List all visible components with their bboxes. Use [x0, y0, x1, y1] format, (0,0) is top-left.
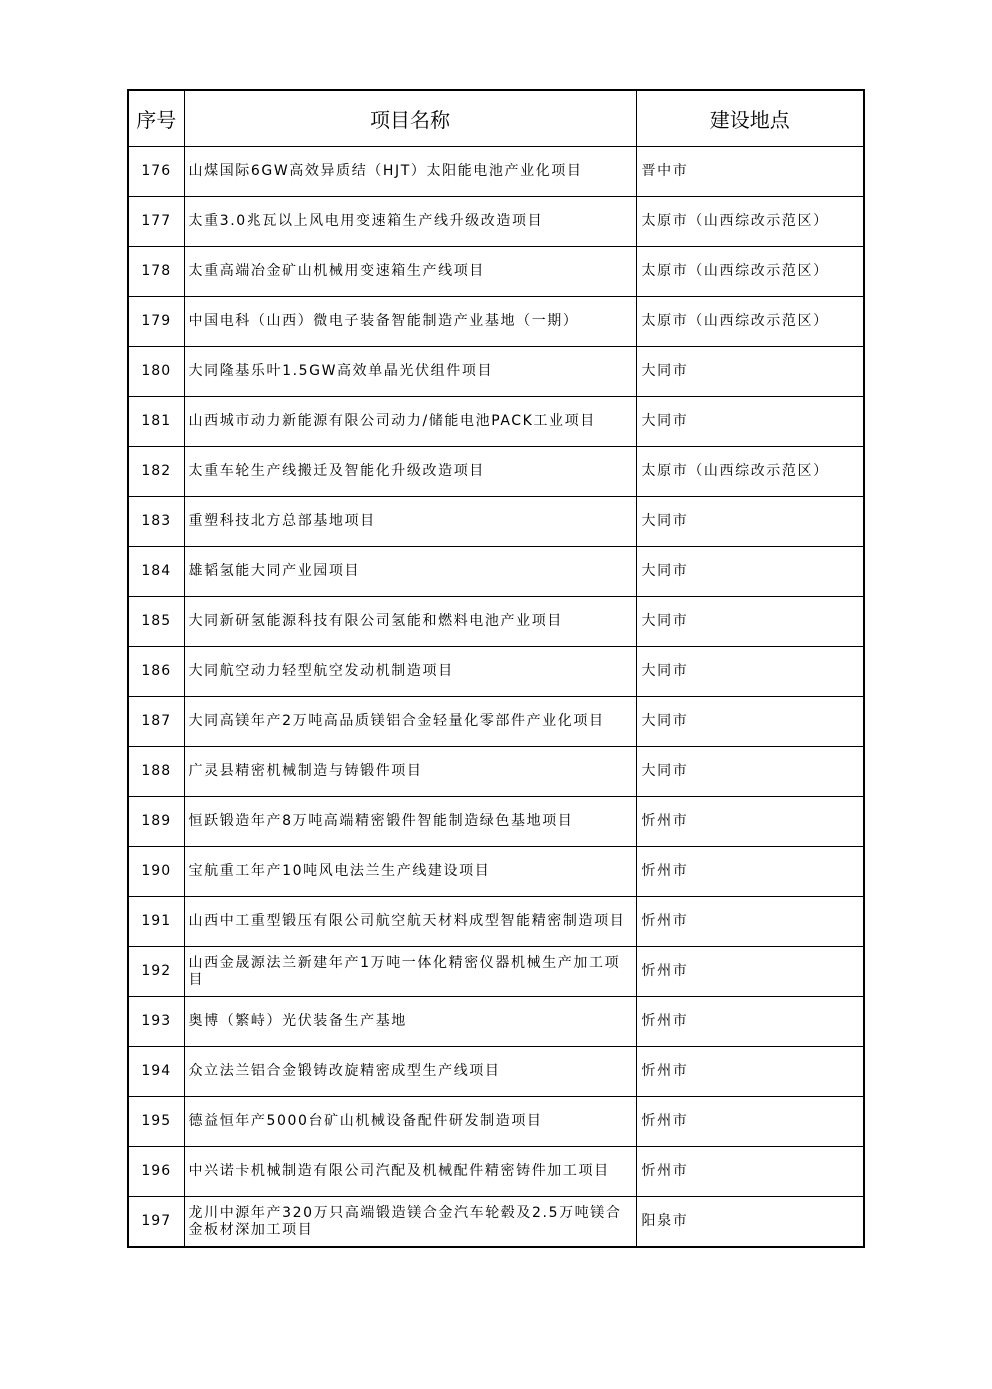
location-cell: 忻州市 — [636, 1097, 864, 1147]
location-cell: 大同市 — [636, 547, 864, 597]
project-name-cell: 宝航重工年产10吨风电法兰生产线建设项目 — [184, 847, 636, 897]
table-header-row — [128, 90, 864, 147]
table-row — [128, 897, 864, 947]
table-row — [128, 597, 864, 647]
project-name-cell: 大同新研氢能源科技有限公司氢能和燃料电池产业项目 — [184, 597, 636, 647]
serial-number-cell: 195 — [128, 1097, 184, 1147]
location-cell: 大同市 — [636, 697, 864, 747]
serial-number-cell: 193 — [128, 997, 184, 1047]
project-name-cell: 龙川中源年产320万只高端锻造镁合金汽车轮毂及2.5万吨镁合金板材深加工项目 — [184, 1197, 636, 1248]
table-row — [128, 847, 864, 897]
project-name-cell: 广灵县精密机械制造与铸锻件项目 — [184, 747, 636, 797]
serial-number-cell: 177 — [128, 197, 184, 247]
location-cell: 忻州市 — [636, 947, 864, 997]
table-row — [128, 247, 864, 297]
table-row — [128, 947, 864, 997]
serial-number-cell: 184 — [128, 547, 184, 597]
table-row — [128, 697, 864, 747]
table-row — [128, 297, 864, 347]
project-name-cell: 恒跃锻造年产8万吨高端精密锻件智能制造绿色基地项目 — [184, 797, 636, 847]
serial-number-cell: 192 — [128, 947, 184, 997]
serial-number-cell: 183 — [128, 497, 184, 547]
project-name-cell: 中兴诺卡机械制造有限公司汽配及机械配件精密铸件加工项目 — [184, 1147, 636, 1197]
project-name-cell: 山煤国际6GW高效异质结（HJT）太阳能电池产业化项目 — [184, 147, 636, 197]
location-cell: 太原市（山西综改示范区） — [636, 197, 864, 247]
serial-number-cell: 186 — [128, 647, 184, 697]
project-name-cell: 太重3.0兆瓦以上风电用变速箱生产线升级改造项目 — [184, 197, 636, 247]
serial-number-cell: 189 — [128, 797, 184, 847]
project-name-cell: 奥博（繁峙）光伏装备生产基地 — [184, 997, 636, 1047]
location-cell: 忻州市 — [636, 1047, 864, 1097]
location-cell: 大同市 — [636, 397, 864, 447]
project-name-cell: 大同隆基乐叶1.5GW高效单晶光伏组件项目 — [184, 347, 636, 397]
location-cell: 忻州市 — [636, 1147, 864, 1197]
table-row — [128, 1097, 864, 1147]
table-row — [128, 197, 864, 247]
table-row — [128, 1147, 864, 1197]
location-cell: 大同市 — [636, 747, 864, 797]
location-cell: 太原市（山西综改示范区） — [636, 297, 864, 347]
serial-number-cell: 179 — [128, 297, 184, 347]
project-name-cell: 山西城市动力新能源有限公司动力/储能电池PACK工业项目 — [184, 397, 636, 447]
header-serial-number: 序号 — [128, 90, 184, 147]
location-cell: 大同市 — [636, 597, 864, 647]
serial-number-cell: 182 — [128, 447, 184, 497]
table-row — [128, 747, 864, 797]
serial-number-cell: 197 — [128, 1197, 184, 1248]
serial-number-cell: 178 — [128, 247, 184, 297]
serial-number-cell: 188 — [128, 747, 184, 797]
table-row — [128, 447, 864, 497]
serial-number-cell: 194 — [128, 1047, 184, 1097]
table-row — [128, 547, 864, 597]
location-cell: 阳泉市 — [636, 1197, 864, 1248]
table-row — [128, 797, 864, 847]
serial-number-cell: 196 — [128, 1147, 184, 1197]
location-cell: 太原市（山西综改示范区） — [636, 447, 864, 497]
project-name-cell: 重塑科技北方总部基地项目 — [184, 497, 636, 547]
serial-number-cell: 180 — [128, 347, 184, 397]
location-cell: 大同市 — [636, 647, 864, 697]
location-cell: 忻州市 — [636, 847, 864, 897]
table-row — [128, 347, 864, 397]
table-row — [128, 147, 864, 197]
location-cell: 大同市 — [636, 347, 864, 397]
project-table — [127, 89, 865, 1248]
location-cell: 忻州市 — [636, 997, 864, 1047]
table-row — [128, 397, 864, 447]
table-row — [128, 1197, 864, 1248]
project-name-cell: 山西中工重型锻压有限公司航空航天材料成型智能精密制造项目 — [184, 897, 636, 947]
serial-number-cell: 176 — [128, 147, 184, 197]
serial-number-cell: 187 — [128, 697, 184, 747]
project-name-cell: 大同高镁年产2万吨高品质镁铝合金轻量化零部件产业化项目 — [184, 697, 636, 747]
header-location: 建设地点 — [636, 90, 864, 147]
table-body — [128, 147, 864, 1248]
serial-number-cell: 190 — [128, 847, 184, 897]
project-name-cell: 大同航空动力轻型航空发动机制造项目 — [184, 647, 636, 697]
serial-number-cell: 181 — [128, 397, 184, 447]
location-cell: 晋中市 — [636, 147, 864, 197]
table-row — [128, 497, 864, 547]
serial-number-cell: 191 — [128, 897, 184, 947]
location-cell: 忻州市 — [636, 797, 864, 847]
project-name-cell: 山西金晟源法兰新建年产1万吨一体化精密仪器机械生产加工项目 — [184, 947, 636, 997]
header-project-name: 项目名称 — [184, 90, 636, 147]
table-row — [128, 1047, 864, 1097]
table-row — [128, 997, 864, 1047]
table-row — [128, 647, 864, 697]
project-name-cell: 太重高端冶金矿山机械用变速箱生产线项目 — [184, 247, 636, 297]
project-name-cell: 德益恒年产5000台矿山机械设备配件研发制造项目 — [184, 1097, 636, 1147]
project-name-cell: 众立法兰铝合金锻铸改旋精密成型生产线项目 — [184, 1047, 636, 1097]
project-name-cell: 太重车轮生产线搬迁及智能化升级改造项目 — [184, 447, 636, 497]
project-name-cell: 雄韬氢能大同产业园项目 — [184, 547, 636, 597]
location-cell: 忻州市 — [636, 897, 864, 947]
location-cell: 太原市（山西综改示范区） — [636, 247, 864, 297]
location-cell: 大同市 — [636, 497, 864, 547]
serial-number-cell: 185 — [128, 597, 184, 647]
project-name-cell: 中国电科（山西）微电子装备智能制造产业基地（一期） — [184, 297, 636, 347]
